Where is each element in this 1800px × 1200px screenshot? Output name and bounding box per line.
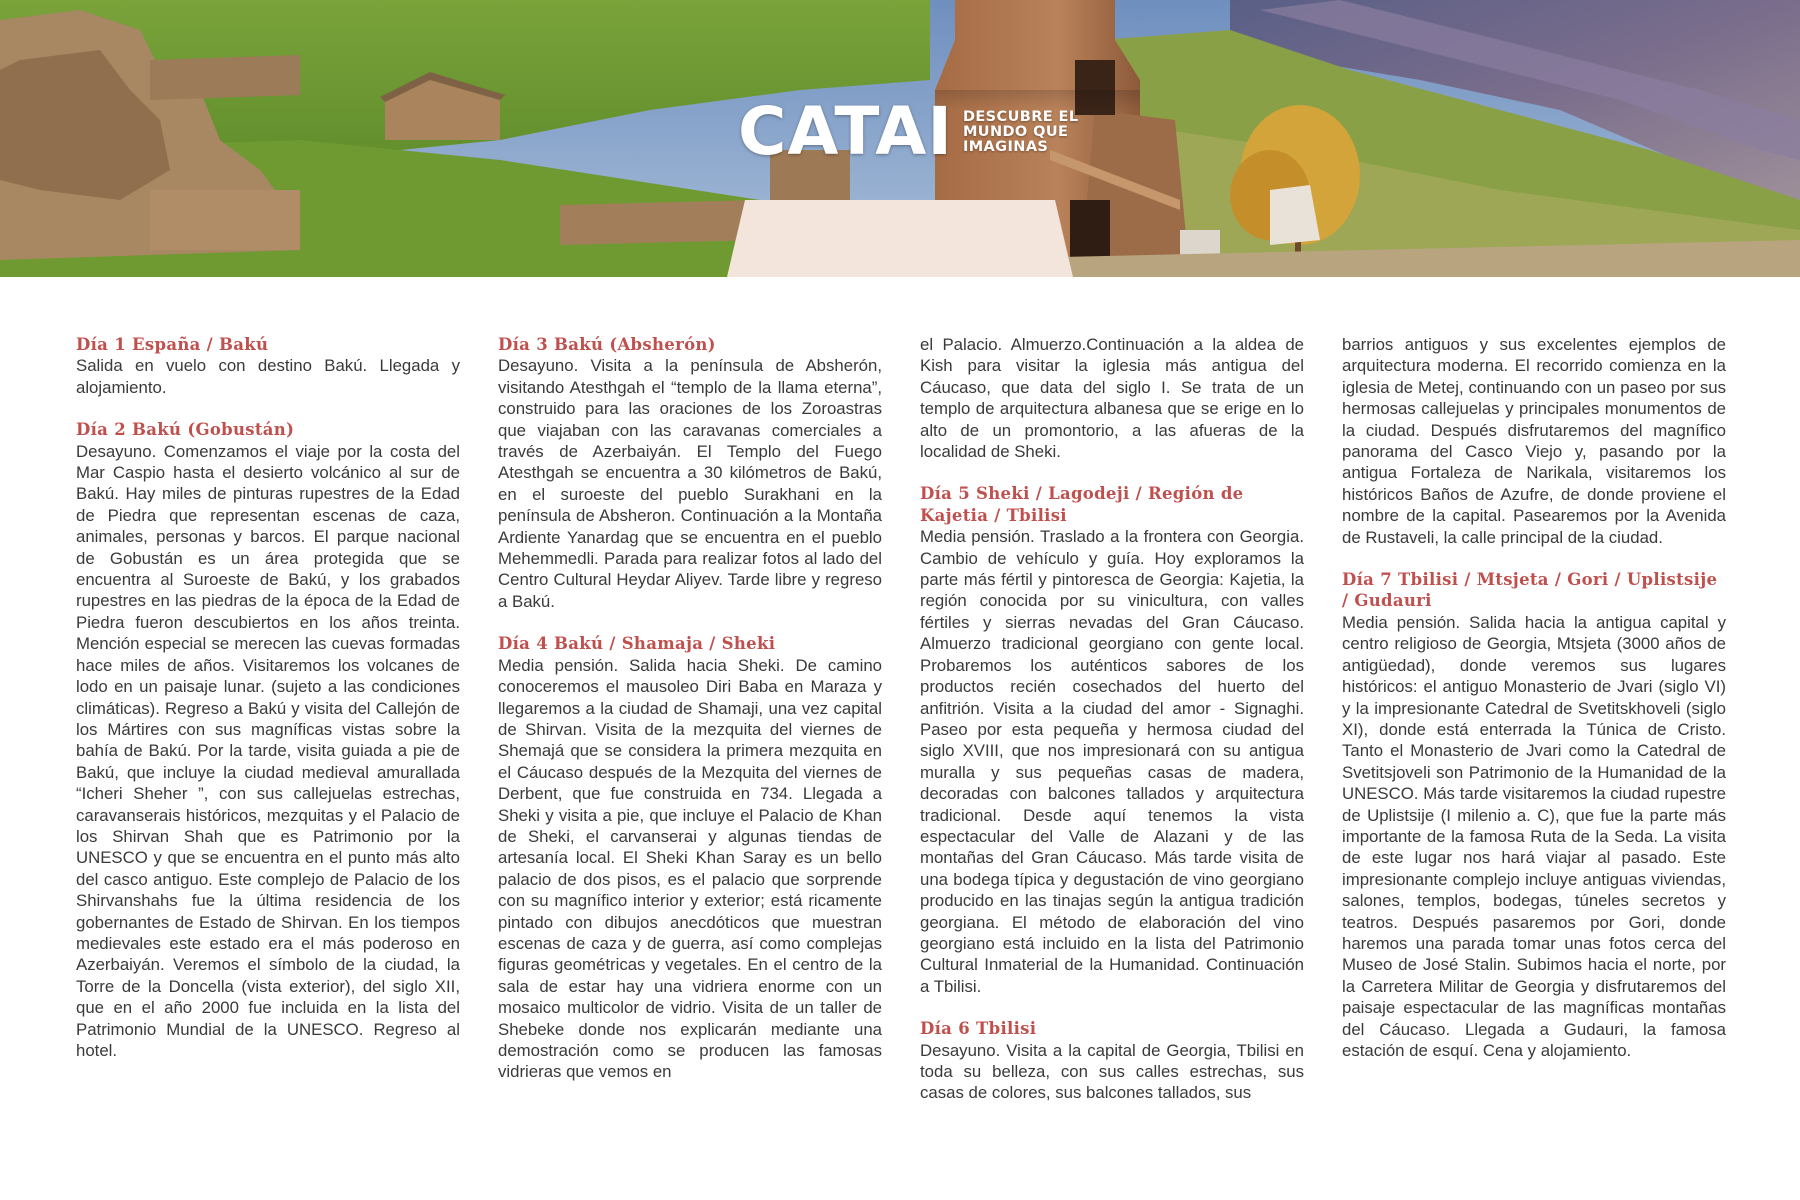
title-trapezoid xyxy=(727,200,1073,277)
day-6 xyxy=(920,1018,1304,1104)
tagline-line-3: IMAGINAS xyxy=(962,138,1049,155)
day-title: Día 2 Bakú (Gobustán) xyxy=(76,420,295,440)
day-description: Media pensión. Salida hacia la antigua capital y centro religioso de Georgia, Mtsjeta (3000 años de antigüedad), donde veremos sus lugares históricos: el antiguo Monasterio de Jvari (siglo VI) y la impresionante Catedral de Svetitskhoveli (siglo XI), donde está enterrada la Túnica de Cristo. Tanto el Monasterio de Jvari como la Catedral de Svetitsjoveli son Patrimonio de la Humanidad de la UNESCO. Más tarde visitaremos la ciudad rupestre de Uplistsije (I milenio a. C), que fue la parte más importante de la famosa Ruta de la Seda. La visita de este lugar nos hará viajar al pasado. Este impresionante complejo incluye antiguas viviendas, salones, templos, bodegas, túneles secretos y teatros. Después pasaremos por Gori, donde haremos una parada tomar unas fotos cerca del Museo de José Stalin. Subimos hacia el norte, por la Carretera Militar de Georgia y disfrutaremos del paisaje espectacular de las magníficas montañas del Cáucaso. Llegada a Gudauri, la famosa estación de esquí. Cena y alojamiento. xyxy=(1342,612,1726,1060)
day-title: Día 7 Tbilisi / Mtsjeta / Gori / Uplistsije / Gudauri xyxy=(1342,570,1718,611)
brand-logo xyxy=(738,93,1079,170)
day-2 xyxy=(76,419,460,1061)
day-description: Media pensión. Traslado a la frontera con Georgia. Cambio de vehículo y guía. Hoy exploramos la parte más fértil y pintoresca de Georgia: Kajetia, la región conocida por su vinicultura, con valles fértiles y sierras nevadas del Gran Cáucaso. Almuerzo tradicional georgiano con gente local. Probaremos los auténticos sabores de los productos recién cosechados del huerto del anfitrión. Visita a la ciudad del amor - Signaghi. Paseo por esta pequeña y hermosa ciudad del siglo XVIII, que nos impresionará con su antigua muralla y sus pequeñas casas de madera, decoradas con balcones tallados y arquitectura tradicional. Desde aquí tenemos la vista espectacular del Valle de Alazani y de las montañas del Gran Cáucaso. Más tarde visita de una bodega típica y degustación de vino georgiano producido en las tinajas según la antigua tradición georgiana. El método de elaboración del vino georgiano está incluido en la lista del Patrimonio Cultural Inmaterial de la Humanidad. Continuación a Tbilisi. xyxy=(920,527,1304,996)
day-title: Día 6 Tbilisi xyxy=(920,1019,1037,1039)
day-5 xyxy=(920,483,1304,997)
day-title: Día 3 Bakú (Absherón) xyxy=(498,335,716,354)
continued-text: el Palacio. Almuerzo.Continuación a la aldea de Kish para visitar la iglesia más antigua del Cáucaso, que data del siglo I. Se trata de un templo de arquitectura albanesa que se erige en lo alto de un promontorio, a las afueras de la localidad de Sheki. xyxy=(920,335,1304,462)
day-description: Desayuno. Visita a la capital de Georgia, Tbilisi en toda su belleza, con sus calles estrechas, sus casas de colores, sus balcones tallados, sus xyxy=(920,1040,1304,1103)
day-title: Día 1 España / Bakú xyxy=(76,335,269,354)
brand-name: CATAI xyxy=(738,93,953,170)
day-description: Desayuno. Visita a la península de Absherón, visitando Atesthgah el “templo de la llama eterna”, construido para las oraciones de los Zoroastras que viajaban con las caravanas comerciales a través de Azerbaiyán. El Templo del Fuego Atesthgah se encuentra a 30 kilómetros de Bakú, en el suroeste del pueblo Surakhani en la península de Absheron. Continuación a la Montaña Ardiente Yanardag que se encuentra en el pueblo Mehemmedli. Parada para realizar fotos al lado del Centro Cultural Heydar Aliyev. Tarde libre y regreso a Bakú. xyxy=(498,356,882,611)
day-3 xyxy=(498,334,882,612)
day-1 xyxy=(76,334,460,398)
column-4 xyxy=(1342,334,1726,1082)
itinerary-columns xyxy=(0,334,1800,1154)
day-title: Día 4 Bakú / Shamaja / Sheki xyxy=(498,634,776,654)
column-3 xyxy=(920,334,1304,1125)
day-title: Día 5 Sheki / Lagodeji / Región de Kajetia / Tbilisi xyxy=(920,484,1244,525)
hero-banner xyxy=(0,0,1800,277)
day-description: Media pensión. Salida hacia Sheki. De camino conoceremos el mausoleo Diri Baba en Maraza y llegaremos a la ciudad de Shamaji, una vez capital de Shirvan. Visita de la mezquita del viernes de Shemajá que se considera la primera mezquita en el Cáucaso después de la Mezquita del viernes de Derbent, que fue construida en 734. Llegada a Sheki y visita a pie, que incluye el Palacio de Khan de Sheki, el carvanserai y algunas tiendas de artesanía local. El Sheki Khan Saray es un bello palacio de dos pisos, es el palacio que sorprende con su magnífico interior y exterior; está ricamente pintado con dibujos anecdóticos que muestran escenas de caza y de guerra, así como complejas figuras geométricas y vegetales. En el centro de la sala de estar hay una vidriera enorme con un mosaico multicolor de vidrio. Visita de un taller de Shebeke donde nos explicarán mediante una demostración como se producen las famosas vidrieras que vemos en xyxy=(498,655,882,1082)
tagline-line-1: DESCUBRE EL xyxy=(962,108,1079,125)
tagline-line-2: MUNDO QUE xyxy=(962,123,1069,140)
brand-tagline xyxy=(963,110,1079,155)
day-description: Salida en vuelo con destino Bakú. Llegada y alojamiento. xyxy=(76,356,460,397)
day-7 xyxy=(1342,569,1726,1061)
column-2 xyxy=(498,334,882,1104)
day-4 xyxy=(498,633,882,1083)
column-1 xyxy=(76,334,460,1082)
day-description: Desayuno. Comenzamos el viaje por la costa del Mar Caspio hasta el desierto volcánico al sur de Bakú. Hay miles de pinturas rupestres de la Edad de Piedra que representan escenas de caza, animales, personas y barcos. El parque nacional de Gobustán es un área protegida que se encuentra al Suroeste de Bakú, y los grabados rupestres en las piedras de la época de la Edad de Piedra fueron descubiertos en los años treinta. Mención especial se merecen las cuevas formadas hace miles de años. Visitaremos los volcanes de lodo en un paisaje lunar. (sujeto a las condiciones climáticas). Regreso a Bakú y visita del Callejón de los Mártires con sus magníficas vistas sobre la bahía de Bakú. Por la tarde, visita guiada a pie de Bakú, que incluye la ciudad medieval amurallada “Icheri Sheher ”, con sus callejuelas estrechas, caravanserais históricos, mezquitas y el Palacio de los Shirvan Shah que es Patrimonio por la UNESCO y que se encuentra en el punto más alto del casco antiguo. Este complejo de Palacio de los Shirvanshahs fue la última residencia de los gobernantes de Estado de Shirvan. En los tiempos medievales este estado era el más poderoso en Azerbaiyán. Veremos el símbolo de la ciudad, la Torre de la Doncella (vista exterior), del siglo XII, que en el año 2000 fue incluida en la lista del Patrimonio Mundial de la UNESCO. Regreso al hotel. xyxy=(76,441,460,1060)
continued-text: barrios antiguos y sus excelentes ejemplos de arquitectura moderna. El recorrido comienza en la iglesia de Metej, continuando con un paseo por sus hermosas callejuelas y principales monumentos de la ciudad. Después disfrutaremos del magnífico panorama del Casco Viejo y, pasando por la antigua Fortaleza de Narikala, visitaremos los históricos Baños de Azufre, de donde proviene el nombre de la capital. Pasearemos por la Avenida de Rustaveli, la calle principal de la ciudad. xyxy=(1342,335,1726,547)
